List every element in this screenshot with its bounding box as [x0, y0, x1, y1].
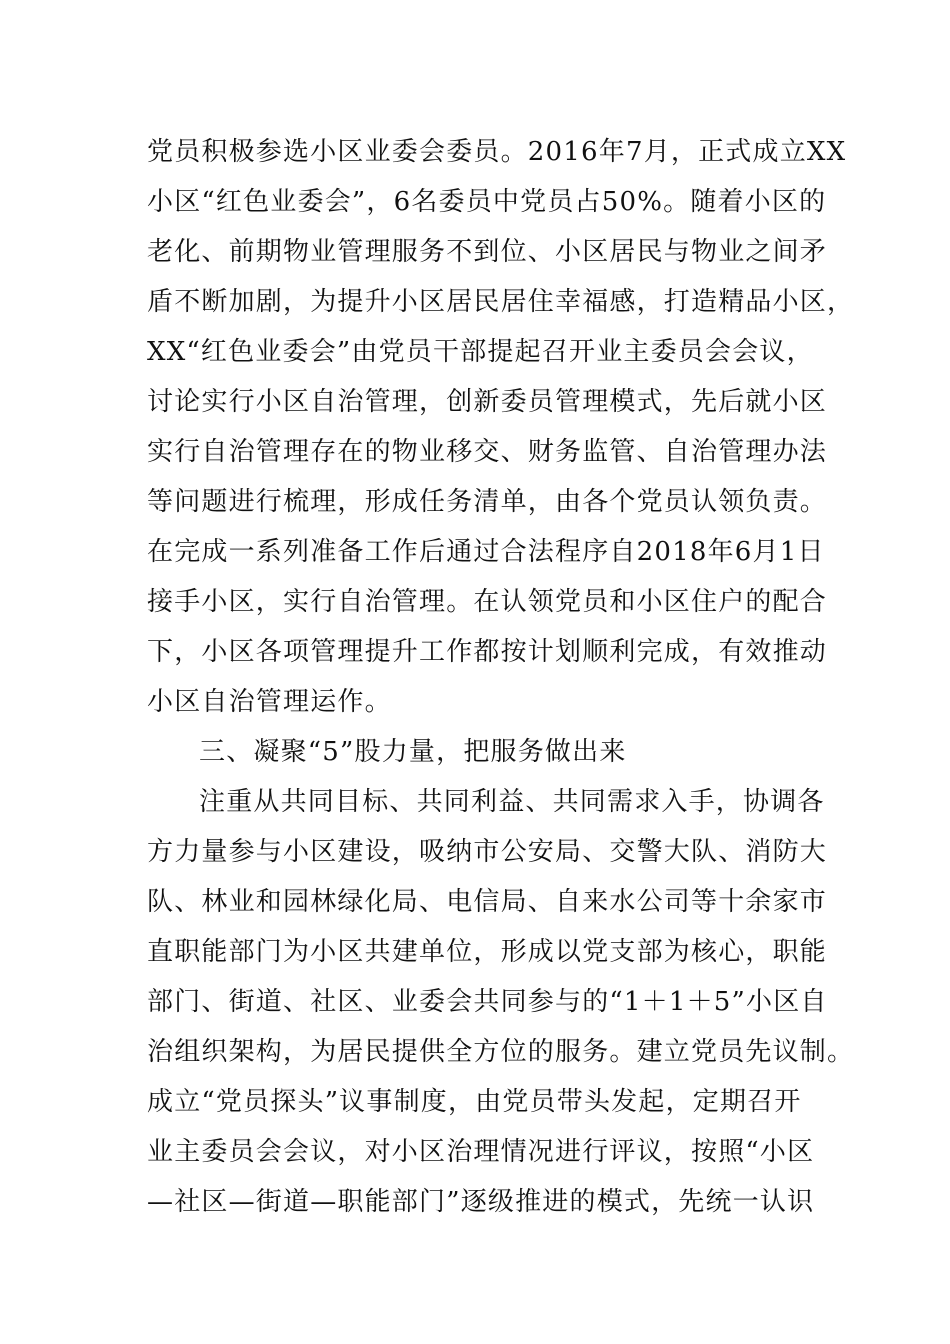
text-line: 下，小区各项管理提升工作都按计划顺利完成，有效推动 [147, 637, 828, 667]
text-line: XX“红色业委会”由党员干部提起召开业主委员会会议， [147, 337, 814, 367]
text-line: 方力量参与小区建设，吸纳市公安局、交警大队、消防大 [147, 837, 828, 867]
text-line: 老化、前期物业管理服务不到位、小区居民与物业之间矛 [147, 237, 828, 267]
text-line: 业主委员会会议，对小区治理情况进行评议，按照“小区 [147, 1137, 815, 1167]
text-line: 注重从共同目标、共同利益、共同需求入手，协调各 [199, 787, 825, 817]
section-heading: 三、凝聚“5”股力量，把服务做出来 [199, 737, 627, 767]
text-line: 直职能部门为小区共建单位，形成以党支部为核心，职能 [147, 937, 828, 967]
text-line: 部门、街道、社区、业委会共同参与的“1＋1＋5”小区自 [147, 987, 828, 1017]
text-line: 实行自治管理存在的物业移交、财务监管、自治管理办法 [147, 437, 828, 467]
text-line: 接手小区，实行自治管理。在认领党员和小区住户的配合 [147, 587, 828, 617]
text-line: 党员积极参选小区业委会委员。2016年7月，正式成立XX [147, 137, 847, 167]
text-line: —社区—街道—职能部门”逐级推进的模式，先统一认识 [147, 1187, 815, 1217]
text-line: 讨论实行小区自治管理，创新委员管理模式，先后就小区 [147, 387, 828, 417]
text-line: 等问题进行梳理，形成任务清单，由各个党员认领负责。 [147, 487, 828, 517]
text-line: 小区“红色业委会”，6名委员中党员占50%。随着小区的 [147, 187, 827, 217]
text-line: 治组织架构，为居民提供全方位的服务。建立党员先议制。 [147, 1037, 855, 1067]
text-line: 小区自治管理运作。 [147, 687, 392, 717]
text-line: 队、林业和园林绿化局、电信局、自来水公司等十余家市 [147, 887, 828, 917]
text-line: 在完成一系列准备工作后通过合法程序自2018年6月1日 [147, 537, 825, 567]
text-line: 成立“党员探头”议事制度，由党员带头发起，定期召开 [147, 1087, 802, 1117]
text-line: 盾不断加剧，为提升小区居民居住幸福感，打造精品小区， [147, 287, 855, 317]
